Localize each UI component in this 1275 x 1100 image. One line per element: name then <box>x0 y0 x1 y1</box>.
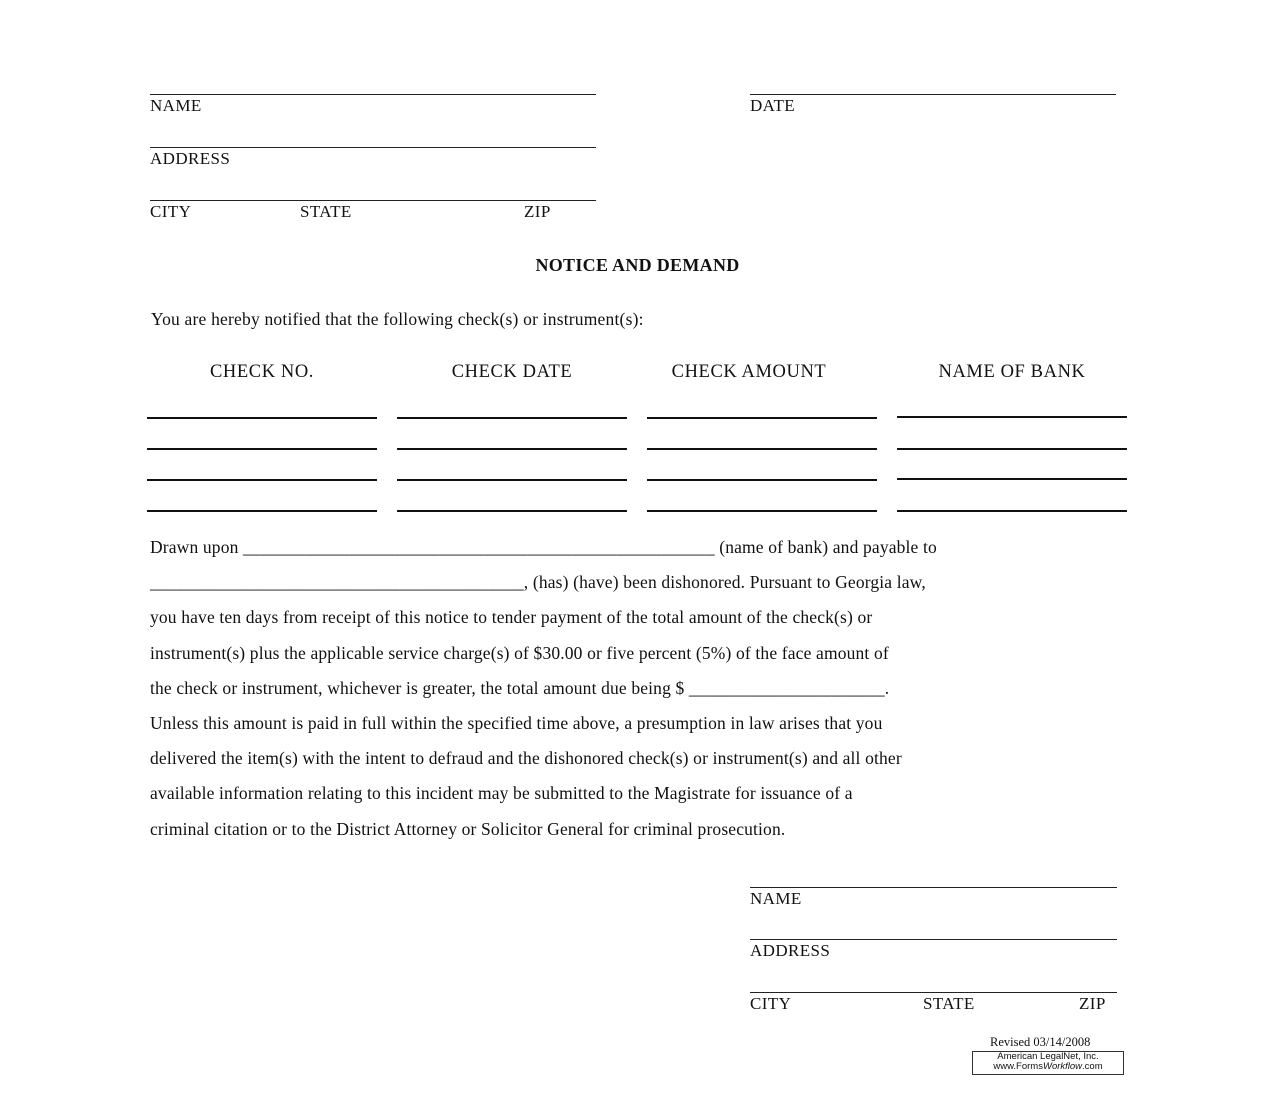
column-header-check-no: CHECK NO. <box>209 362 315 382</box>
signature-name-line[interactable] <box>750 887 1117 888</box>
date-line[interactable] <box>750 94 1116 95</box>
check-amount-blank-2[interactable] <box>647 448 877 450</box>
sender-name-label: NAME <box>150 96 202 115</box>
check-amount-blank-1[interactable] <box>647 417 877 419</box>
check-no-blank-2[interactable] <box>147 448 377 450</box>
publisher-box <box>972 1051 1124 1075</box>
sender-city-state-zip-line[interactable] <box>150 200 596 201</box>
signature-name-label: NAME <box>750 889 802 908</box>
check-date-blank-3[interactable] <box>397 479 627 481</box>
column-header-check-date: CHECK DATE <box>451 362 573 382</box>
website-prefix: www.Forms <box>993 1061 1043 1072</box>
check-no-blank-4[interactable] <box>147 510 377 512</box>
check-date-blank-1[interactable] <box>397 417 627 419</box>
body-line: __________________________________________, (has) (have) been dishonored. Pursuant to Georgia law, <box>150 572 926 593</box>
signature-address-line[interactable] <box>750 939 1117 940</box>
bank-name-blank-4[interactable] <box>897 510 1127 512</box>
sender-address-line[interactable] <box>150 147 596 148</box>
sender-city-label: CITY <box>150 202 192 221</box>
column-header-name-of-bank: NAME OF BANK <box>938 362 1086 382</box>
signature-zip-label: ZIP <box>1079 994 1106 1013</box>
sender-address-label: ADDRESS <box>150 149 231 168</box>
intro-text: You are hereby notified that the following check(s) or instrument(s): <box>151 309 644 329</box>
website-italic: Workflow <box>1042 1061 1083 1072</box>
column-header-check-amount: CHECK AMOUNT <box>671 362 827 382</box>
body-line: criminal citation or to the District Attorney or Solicitor General for criminal prosecution. <box>150 818 786 839</box>
revision-date: Revised 03/14/2008 <box>990 1035 1091 1049</box>
notice-body <box>150 536 1125 853</box>
bank-name-blank-1[interactable] <box>897 416 1127 418</box>
signature-city-state-zip-line[interactable] <box>750 992 1117 993</box>
body-line: the check or instrument, whichever is greater, the total amount due being $ ______________________. <box>150 677 890 698</box>
check-no-blank-1[interactable] <box>147 417 377 419</box>
bank-name-blank-3[interactable] <box>897 478 1127 480</box>
publisher-website <box>973 1062 1123 1072</box>
document-title: NOTICE AND DEMAND <box>535 255 740 275</box>
body-line: delivered the item(s) with the intent to defraud and the dishonored check(s) or instrument(s) and all other <box>150 748 902 769</box>
signature-state-label: STATE <box>923 994 975 1013</box>
body-line: you have ten days from receipt of this notice to tender payment of the total amount of the check(s) or <box>150 607 873 628</box>
signature-address-label: ADDRESS <box>750 941 831 960</box>
body-line: Drawn upon _____________________________________________________ (name of bank) and payable to <box>150 537 937 557</box>
signature-city-label: CITY <box>750 994 792 1013</box>
sender-state-label: STATE <box>300 202 352 221</box>
bank-name-blank-2[interactable] <box>897 448 1127 450</box>
sender-name-line[interactable] <box>150 94 596 95</box>
check-amount-blank-4[interactable] <box>647 510 877 512</box>
website-suffix: .com <box>1082 1061 1103 1072</box>
check-amount-blank-3[interactable] <box>647 479 877 481</box>
check-date-blank-4[interactable] <box>397 510 627 512</box>
body-line: Unless this amount is paid in full within the specified time above, a presumption in law arises that you <box>150 712 883 733</box>
body-line: available information relating to this incident may be submitted to the Magistrate for issuance of a <box>150 783 853 804</box>
body-line: instrument(s) plus the applicable service charge(s) of $30.00 or five percent (5%) of the face amount of <box>150 642 889 663</box>
publisher-name: American LegalNet, Inc. <box>997 1051 1099 1062</box>
sender-zip-label: ZIP <box>524 202 551 221</box>
check-date-blank-2[interactable] <box>397 448 627 450</box>
date-label: DATE <box>750 96 796 115</box>
check-no-blank-3[interactable] <box>147 479 377 481</box>
